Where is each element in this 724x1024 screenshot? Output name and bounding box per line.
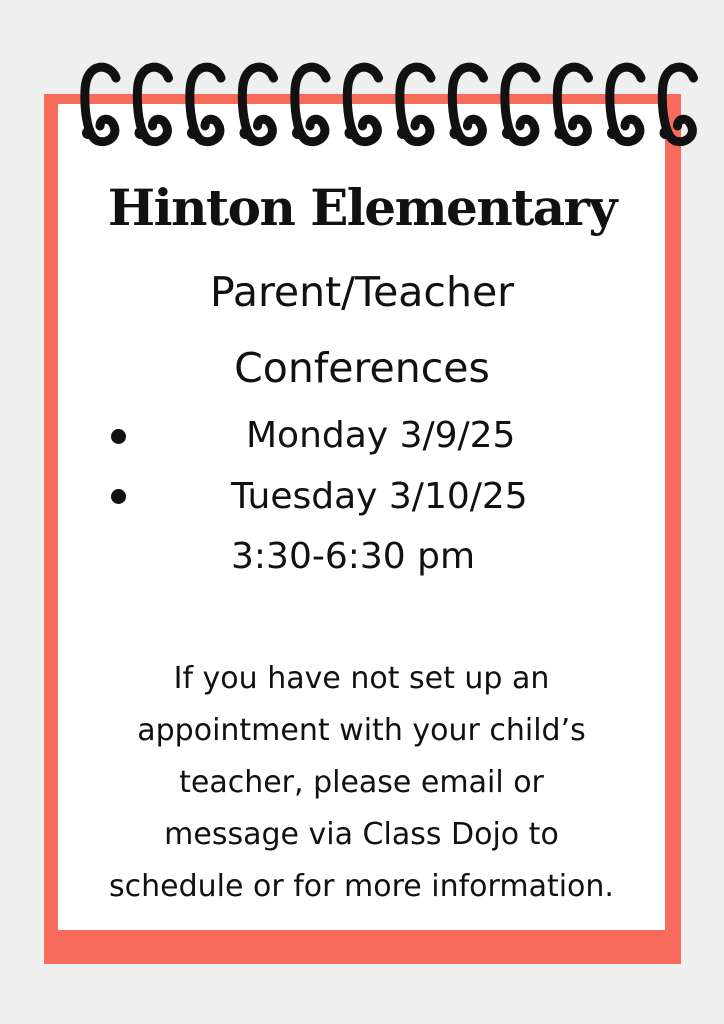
- spiral-ring-icon: [660, 67, 694, 141]
- school-name: Hinton Elementary: [107, 178, 617, 237]
- event-title-line1: Parent/Teacher: [209, 268, 515, 316]
- info-line: appointment with your child’s: [137, 713, 586, 748]
- spiral-ring-icon: [502, 67, 536, 141]
- info-line: message via Class Dojo to: [164, 817, 559, 852]
- spiral-ring-icon: [450, 67, 484, 141]
- spiral-ring-icon: [555, 67, 589, 141]
- spiral-ring-icon: [607, 67, 641, 141]
- info-line: teacher, please email or: [179, 765, 544, 800]
- info-line: schedule or for more information.: [109, 869, 614, 904]
- spiral-ring-icon: [345, 67, 379, 141]
- spiral-binding: [0, 0, 724, 170]
- spiral-ring-icon: [135, 67, 169, 141]
- bullet-dot-icon: [111, 429, 126, 444]
- spiral-ring-icon: [82, 67, 116, 141]
- spiral-ring-icon: [187, 67, 221, 141]
- event-title-line2: Conferences: [234, 344, 490, 392]
- date-monday: Monday 3/9/25: [246, 415, 516, 456]
- spiral-ring-icon: [240, 67, 274, 141]
- spiral-ring-icon: [397, 67, 431, 141]
- spiral-ring-icon: [292, 67, 326, 141]
- bullet-dot-icon: [111, 489, 126, 504]
- info-line: If you have not set up an: [173, 661, 550, 696]
- info-paragraph: [58, 653, 665, 913]
- conference-time: 3:30-6:30 pm: [231, 536, 476, 577]
- date-tuesday: Tuesday 3/10/25: [231, 476, 528, 517]
